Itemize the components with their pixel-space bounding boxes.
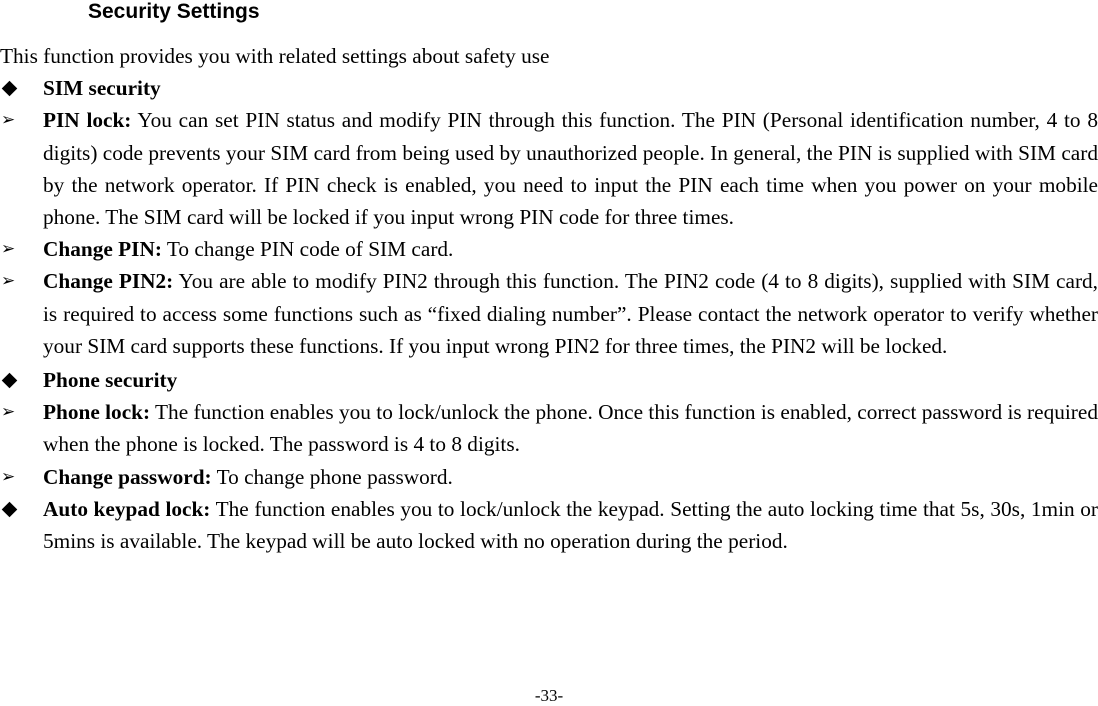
item-text: To change PIN code of SIM card. bbox=[161, 237, 454, 262]
list-item-sim-security bbox=[0, 72, 1098, 104]
item-text: To change phone password. bbox=[211, 464, 453, 489]
item-label: Change password: bbox=[43, 464, 212, 489]
item-label: Change PIN2: bbox=[43, 269, 174, 294]
item-label: Change PIN: bbox=[43, 237, 162, 262]
section-heading: Security Settings bbox=[88, 0, 260, 23]
item-text: The function enables you to lock/unlock the phone. Once this function is enabled, correct password is required when the phone is locked. The password is 4 to 8 digits. bbox=[43, 400, 1098, 457]
arrow-icon: ➢ bbox=[1, 271, 16, 292]
item-label: Auto keypad lock: bbox=[43, 496, 211, 521]
diamond-icon bbox=[0, 72, 40, 105]
list-item-phone-security bbox=[0, 364, 1098, 396]
list-item-change-pin2 bbox=[0, 265, 1098, 362]
list-item-auto-keypad-lock bbox=[0, 493, 1098, 557]
item-text: You can set PIN status and modify PIN through this function. The PIN (Personal identification number, 4 to 8 digits) code prevents your SIM card from being used by unauthorized people. In general, the PIN is supplied with SIM card by the network operator. If PIN check is enabled, you need to input the PIN each time when you power on your mobile phone. The SIM card will be locked if you input wrong PIN code for three times. bbox=[43, 108, 1098, 230]
diamond-icon bbox=[0, 493, 40, 526]
arrow-icon: ➢ bbox=[1, 239, 16, 260]
item-label: PIN lock: bbox=[43, 108, 132, 133]
document-body bbox=[0, 40, 1098, 557]
intro-paragraph: This function provides you with related settings about safety use bbox=[0, 44, 550, 68]
page-number: -33- bbox=[534, 686, 564, 705]
arrow-icon: ➢ bbox=[1, 110, 16, 131]
list-item-phone-lock bbox=[0, 396, 1098, 460]
list-item-change-password bbox=[0, 461, 1098, 493]
item-text: The function enables you to lock/unlock the keypad. Setting the auto locking time that 5s, 30s, 1min or 5mins is available. The keypad will be auto locked with no operation during the period. bbox=[43, 496, 1098, 554]
arrow-icon: ➢ bbox=[1, 402, 16, 423]
diamond-icon bbox=[0, 364, 40, 397]
list-item-pin-lock bbox=[0, 104, 1098, 233]
item-label: SIM security bbox=[43, 76, 161, 101]
list-item-change-pin bbox=[0, 233, 1098, 265]
item-text: You are able to modify PIN2 through this function. The PIN2 code (4 to 8 digits), supplied with SIM card, is required to access some functions such as “fixed dialing number”. Please contact the network operator to verify whether your SIM card supports these functions. If you input wrong PIN2 for three times, the PIN2 will be locked. bbox=[43, 269, 1098, 358]
arrow-icon: ➢ bbox=[1, 466, 16, 487]
item-label: Phone security bbox=[43, 368, 178, 393]
item-label: Phone lock: bbox=[43, 400, 151, 425]
